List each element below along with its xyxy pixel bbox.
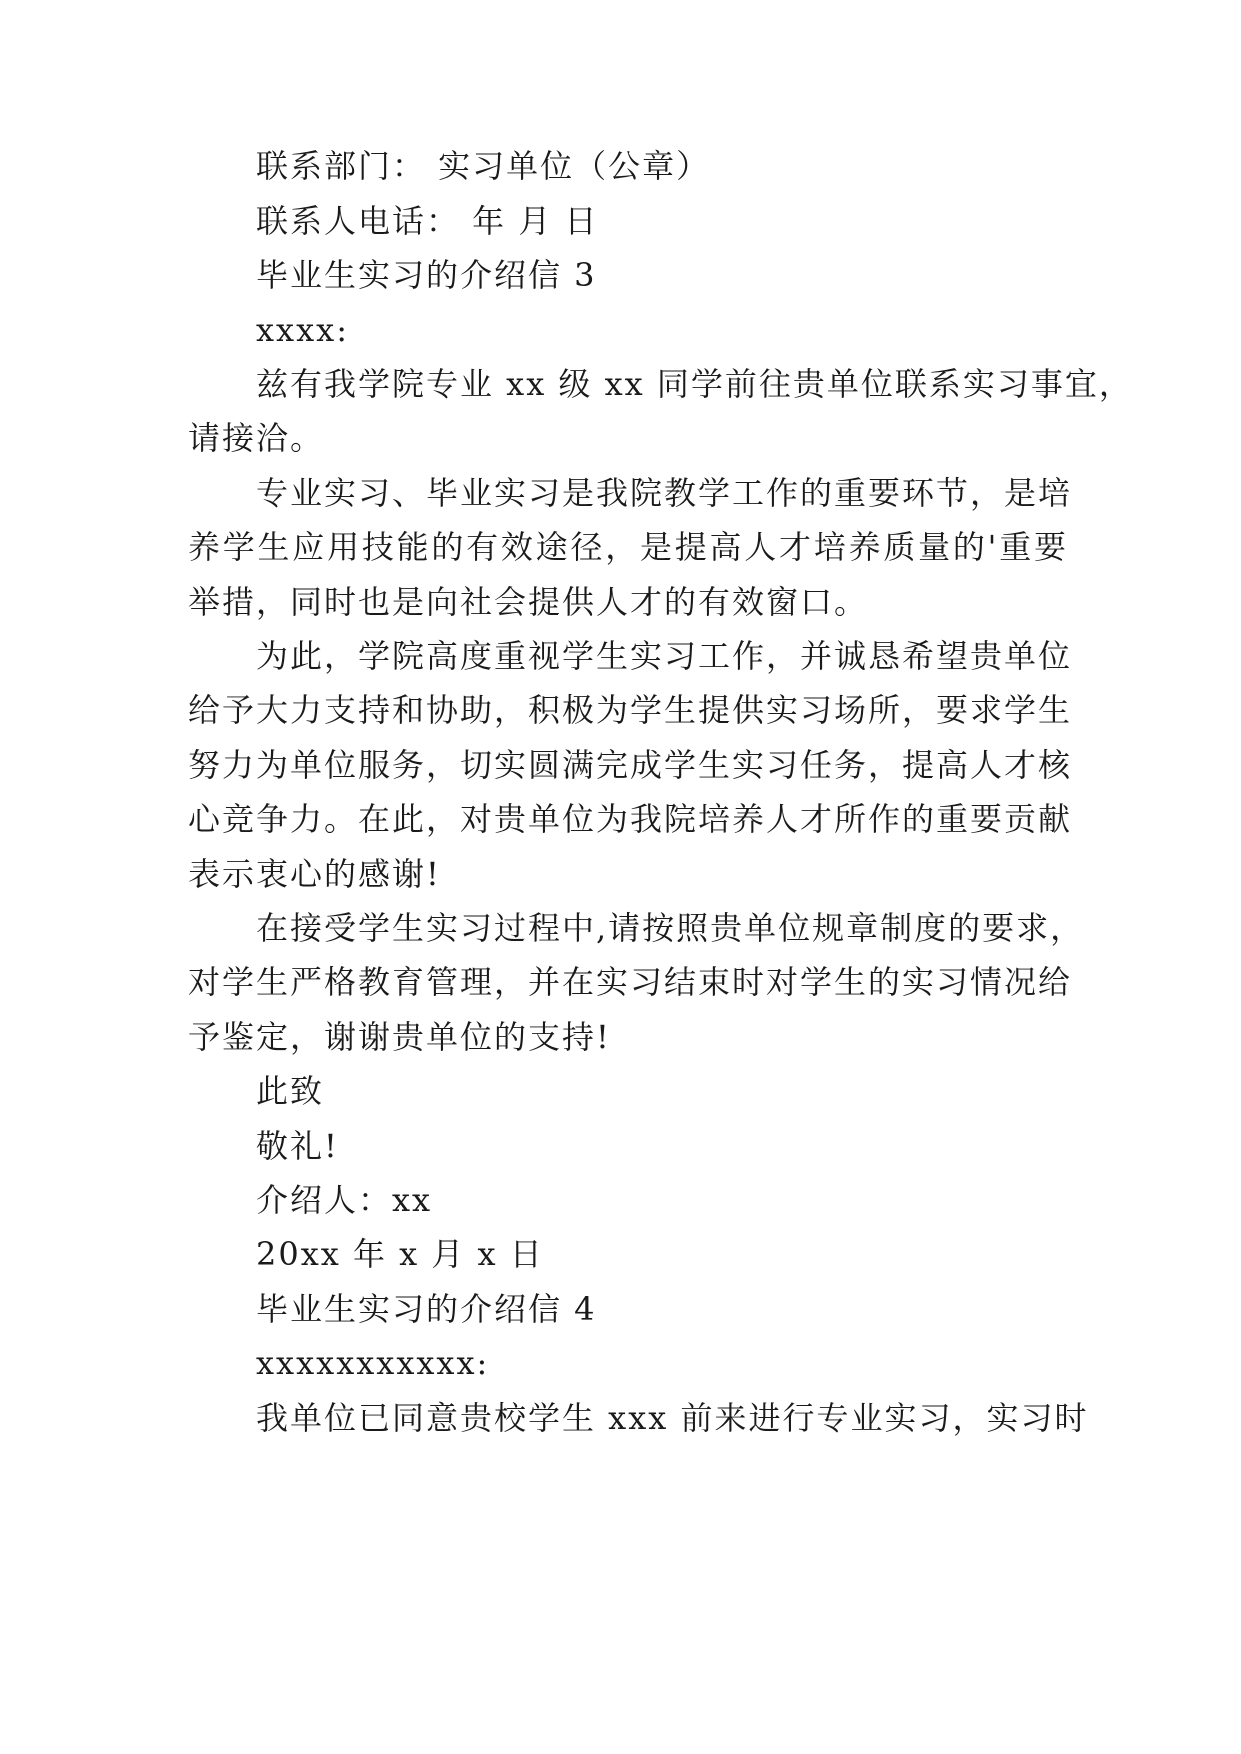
letter-3-salutation: xxxx: — [256, 311, 349, 349]
paragraph-line: 心竞争力。在此，对贵单位为我院培养人才所作的重要贡献 — [188, 800, 1073, 838]
paragraph-line: 我单位已同意贵校学生 xxx 前来进行专业实习，实习时 — [256, 1399, 1089, 1437]
regards-line: 敬礼! — [256, 1127, 339, 1165]
letter-4-salutation: xxxxxxxxxxx: — [256, 1344, 490, 1382]
letter-3-heading: 毕业生实习的介绍信 3 — [256, 256, 597, 294]
closing-line: 此致 — [256, 1072, 325, 1110]
paragraph-line: 予鉴定，谢谢贵单位的支持! — [188, 1018, 611, 1056]
contact-phone-line: 联系人电话： 年 月 日 — [256, 202, 599, 240]
introducer-line: 介绍人：xx — [256, 1181, 433, 1219]
letter-4-heading: 毕业生实习的介绍信 4 — [256, 1290, 597, 1328]
paragraph-line: 专业实习、毕业实习是我院教学工作的重要环节，是培 — [256, 474, 1073, 512]
paragraph-line: 表示衷心的感谢! — [188, 855, 441, 893]
paragraph-line: 举措，同时也是向社会提供人才的有效窗口。 — [188, 583, 869, 621]
paragraph-line: 给予大力支持和协助，积极为学生提供实习场所，要求学生 — [188, 691, 1073, 729]
paragraph-line: 为此，学院高度重视学生实习工作，并诚恳希望贵单位 — [256, 637, 1073, 675]
date-line: 20xx 年 x 月 x 日 — [256, 1235, 544, 1273]
paragraph-line: 兹有我学院专业 xx 级 xx 同学前往贵单位联系实习事宜， — [256, 365, 1133, 403]
paragraph-line: 对学生严格教育管理，并在实习结束时对学生的实习情况给 — [188, 963, 1073, 1001]
paragraph-line: 在接受学生实习过程中,请按照贵单位规章制度的要求， — [256, 909, 1085, 947]
paragraph-line: 努力为单位服务，切实圆满完成学生实习任务，提高人才核 — [188, 746, 1073, 784]
paragraph-line: 养学生应用技能的有效途径，是提高人才培养质量的'重要 — [188, 528, 1068, 566]
paragraph-line: 请接洽。 — [188, 419, 325, 457]
contact-department-line: 联系部门： 实习单位（公章） — [256, 147, 711, 185]
